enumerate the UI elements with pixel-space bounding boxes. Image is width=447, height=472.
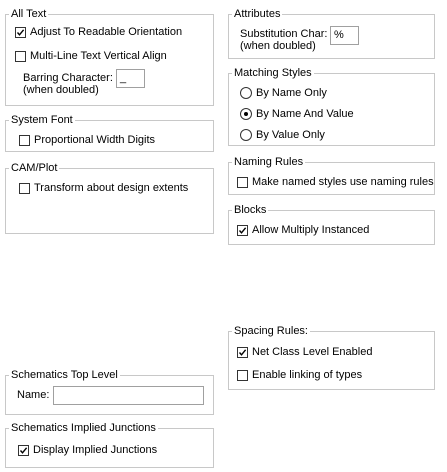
radio-label: By Name Only	[256, 87, 327, 99]
net-class-label: Net Class Level Enabled	[252, 346, 373, 358]
radio-by-name-and-value[interactable]	[240, 108, 354, 120]
naming-rules-title: Naming Rules	[234, 156, 304, 168]
multiline-valign-label: Multi-Line Text Vertical Align	[30, 50, 167, 62]
cam-plot-title: CAM/Plot	[11, 162, 58, 174]
checkbox-box[interactable]	[19, 183, 30, 194]
checkbox-box[interactable]	[18, 445, 29, 456]
system-font-title: System Font	[11, 114, 73, 126]
subst-char-sublabel: (when doubled)	[240, 40, 316, 52]
barring-char-label: Barring Character:	[23, 72, 113, 84]
barring-char-input[interactable]: _	[116, 69, 145, 88]
multiline-valign-checkbox[interactable]	[15, 50, 167, 62]
linking-types-label: Enable linking of types	[252, 369, 363, 381]
transform-extents-checkbox[interactable]	[19, 182, 188, 194]
adjust-orientation-checkbox[interactable]	[15, 26, 182, 38]
checkbox-box[interactable]	[237, 370, 248, 381]
linking-types-checkbox[interactable]	[237, 369, 362, 381]
radio-label: By Value Only	[256, 129, 325, 141]
matching-styles-group	[228, 67, 435, 146]
schematics-junctions-title: Schematics Implied Junctions	[11, 422, 156, 434]
spacing-rules-group	[228, 325, 435, 390]
naming-rules-label: Make named styles use naming rules	[252, 176, 434, 188]
checkbox-box[interactable]	[15, 51, 26, 62]
allow-multiple-checkbox[interactable]	[237, 224, 369, 236]
checkbox-box[interactable]	[237, 347, 248, 358]
system-font-group	[5, 114, 214, 152]
blocks-title: Blocks	[234, 204, 267, 216]
proportional-digits-label: Proportional Width Digits	[34, 134, 156, 146]
naming-rules-group	[228, 156, 435, 195]
radio-circle[interactable]	[240, 129, 252, 141]
cam-plot-group	[5, 162, 214, 234]
display-junctions-checkbox[interactable]	[18, 444, 157, 456]
spacing-rules-title: Spacing Rules:	[234, 325, 308, 337]
checkbox-box[interactable]	[237, 177, 248, 188]
schematics-top-group	[5, 369, 214, 415]
checkbox-box[interactable]	[19, 135, 30, 146]
attributes-title: Attributes	[234, 8, 281, 20]
subst-char-label: Substitution Char:	[240, 28, 328, 40]
checkbox-box[interactable]	[237, 225, 248, 236]
name-input[interactable]	[53, 386, 204, 405]
proportional-digits-checkbox[interactable]	[19, 134, 155, 146]
display-junctions-label: Display Implied Junctions	[33, 444, 158, 456]
radio-by-value-only[interactable]	[240, 129, 325, 141]
net-class-checkbox[interactable]	[237, 346, 372, 358]
blocks-group	[228, 204, 435, 245]
radio-circle[interactable]	[240, 87, 252, 99]
radio-label: By Name And Value	[256, 108, 354, 120]
radio-by-name-only[interactable]	[240, 87, 327, 99]
schematics-junctions-group	[5, 422, 214, 468]
all-text-title: All Text	[11, 8, 47, 20]
barring-char-sublabel: (when doubled)	[23, 84, 99, 96]
name-label: Name:	[17, 389, 50, 401]
schematics-top-title: Schematics Top Level	[11, 369, 118, 381]
attributes-group	[228, 8, 435, 59]
checkbox-box[interactable]	[15, 27, 26, 38]
adjust-orientation-label: Adjust To Readable Orientation	[30, 26, 183, 38]
matching-styles-title: Matching Styles	[234, 67, 312, 79]
all-text-group	[5, 8, 214, 106]
transform-extents-label: Transform about design extents	[34, 182, 189, 194]
allow-multiple-label: Allow Multiply Instanced	[252, 224, 370, 236]
naming-rules-checkbox[interactable]	[237, 176, 434, 188]
subst-char-input[interactable]: %	[330, 26, 359, 45]
radio-circle[interactable]	[240, 108, 252, 120]
